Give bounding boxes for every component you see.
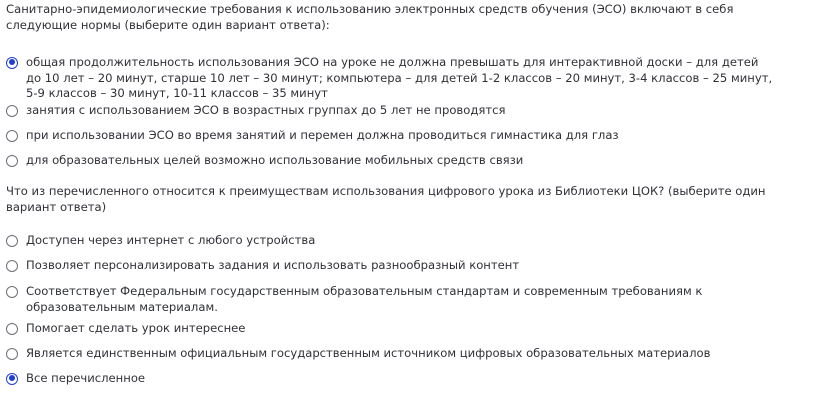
q2-option-3-label: Соответствует Федеральным государственным образовательным стандартам и современным требованиям к образовательным материалам. <box>26 284 703 314</box>
q1-option-3-radio[interactable] <box>6 130 18 142</box>
q2-option-4-radio[interactable] <box>6 323 18 335</box>
q2-option-2-radio[interactable] <box>6 260 18 272</box>
q2-option-3[interactable] <box>6 284 776 315</box>
q1-option-1-radio[interactable] <box>6 57 18 69</box>
q1-option-1-label: общая продолжительность использования ЭСО на уроке не должна превышать для интерактивной доски – для детей до 10 лет – 20 минут, старше 10 лет – 30 минут; компьютера – для детей 1-2 классов – 20 минут, 3-4 классов – 25 минут, 5-9 классов – 30 минут, 10-11 классов – 35 минут <box>26 55 773 100</box>
q1-option-2[interactable] <box>6 103 776 119</box>
q1-option-4-radio[interactable] <box>6 155 18 167</box>
q2-option-1[interactable] <box>6 233 776 249</box>
q2-option-4[interactable] <box>6 321 776 337</box>
q1-option-4-label: для образовательных целей возможно использование мобильных средств связи <box>26 153 524 167</box>
q2-option-2[interactable] <box>6 258 776 274</box>
q2-option-5-radio[interactable] <box>6 348 18 360</box>
q1-option-2-label: занятия с использованием ЭСО в возрастных группах до 5 лет не проводятся <box>26 103 506 117</box>
q2-option-1-radio[interactable] <box>6 235 18 247</box>
q1-option-3[interactable] <box>6 128 776 144</box>
q2-option-6-label: Все перечисленное <box>26 371 146 385</box>
q2-option-4-label: Помогает сделать урок интереснее <box>26 321 246 335</box>
q2-option-5-label: Является единственным официальным государственным источником цифровых образовательных материалов <box>26 346 711 360</box>
q2-option-6-radio[interactable] <box>6 373 18 385</box>
q2-option-1-label: Доступен через интернет с любого устройства <box>26 233 316 247</box>
q1-option-3-label: при использовании ЭСО во время занятий и перемен должна проводиться гимнастика для глаз <box>26 128 619 142</box>
q1-option-2-radio[interactable] <box>6 105 18 117</box>
q1-option-4[interactable] <box>6 153 776 169</box>
q2-option-2-label: Позволяет персонализировать задания и использовать разнообразный контент <box>26 258 520 272</box>
question-2-text: Что из перечисленного относится к преимуществам использования цифрового урока из Библиотеки ЦОК? (выберите один вариант ответа) <box>6 184 766 214</box>
q2-option-5[interactable] <box>6 346 776 362</box>
q2-option-6[interactable] <box>6 371 776 387</box>
q2-option-3-radio[interactable] <box>6 286 18 298</box>
q1-option-1[interactable] <box>6 55 776 102</box>
question-1-text: Санитарно-эпидемиологические требования к использованию электронных средств обучения (ЭСО) включают в себя следующие нормы (выберите один вариант ответа): <box>6 2 734 32</box>
